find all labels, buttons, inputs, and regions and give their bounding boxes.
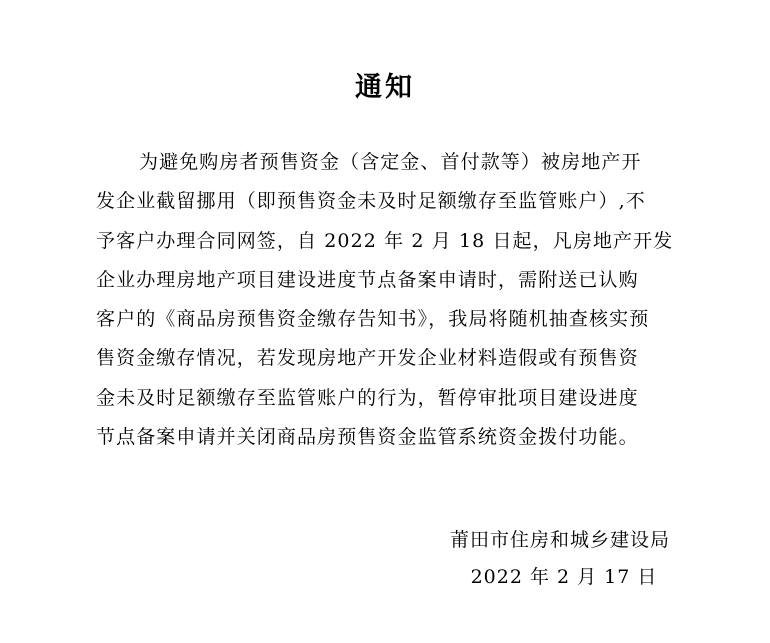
- body-line: 客户的《商品房预售资金缴存告知书》，我局将随机抽查核实预: [96, 308, 650, 331]
- body-line: 发企业截留挪用（即预售资金未及时足额缴存至监管账户）,不: [96, 190, 646, 213]
- issue-date: 2022 年 2 月 17 日: [470, 566, 658, 588]
- body-line: 节点备案申请并关闭商品房预售资金监管系统资金拨付功能。: [96, 426, 639, 449]
- issuing-organization: 莆田市住房和城乡建设局: [449, 529, 670, 551]
- body-line: 企业办理房地产项目建设进度节点备案申请时，需附送已认购: [96, 268, 639, 291]
- signature-block: [450, 522, 670, 596]
- body-line: 予客户办理合同网签，自 2022 年 2 月 18 日起，凡房地产开发: [96, 229, 674, 252]
- body-line: 为避免购房者预售资金（含定金、首付款等）被房地产开: [139, 151, 642, 173]
- notice-body: [96, 143, 681, 457]
- body-line: 金未及时足额缴存至监管账户的行为，暂停审批项目建设进度: [96, 386, 639, 409]
- body-line: 售资金缴存情况，若发现房地产开发企业材料造假或有预售资: [96, 347, 639, 370]
- document-title: 通知: [355, 72, 415, 103]
